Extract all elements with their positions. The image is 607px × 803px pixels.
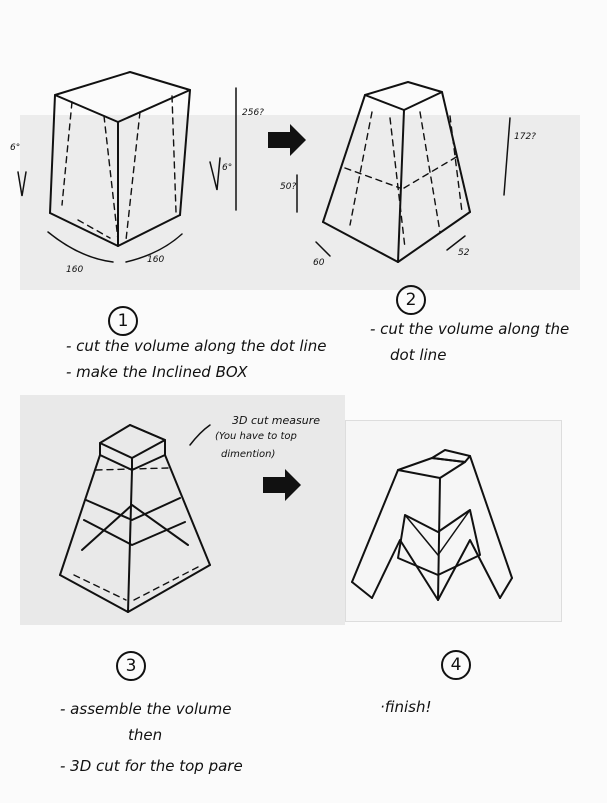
dim-angle-right-1: 6° (222, 163, 233, 173)
right-arrow-icon (268, 124, 306, 156)
step-2-note-2: dot line (390, 346, 447, 364)
dim-width-right-1: 160 (147, 255, 165, 265)
dim-base-right-2: 52 (458, 248, 470, 258)
step-3-note-3: - 3D cut for the top pare (60, 757, 243, 775)
dim-angle-left-1: 6° (10, 143, 21, 153)
step-1-note-1: - cut the volume along the dot line (66, 337, 327, 355)
dim-height-2: 172? (514, 132, 536, 142)
step-number-3: 3 (116, 651, 146, 681)
dim-height-1: 256? (242, 108, 264, 118)
figure-3-assembled-volume (60, 425, 210, 612)
step-3-note-1: - assemble the volume (60, 700, 232, 718)
dim-base-left-2: 60 (313, 258, 325, 268)
step-3-annotation-2: (You have to top (215, 431, 297, 442)
step-3-annotation-3: dimention) (221, 449, 276, 460)
figure-2-tapered-block (297, 82, 510, 262)
dim-middle-2: 50? (280, 182, 297, 192)
step-2-note-1: - cut the volume along the (370, 320, 570, 338)
dim-width-left-1: 160 (66, 265, 84, 275)
right-arrow-icon (263, 469, 301, 501)
figure-1-box (18, 72, 236, 262)
step-number-1: 1 (108, 306, 138, 336)
step-4-note-1: ·finish! (380, 698, 432, 716)
step-3-note-2: then (128, 726, 163, 744)
step-1-note-2: - make the Inclined BOX (66, 363, 248, 381)
step-number-2: 2 (396, 285, 426, 315)
step-3-annotation-1: 3D cut measure (232, 414, 321, 427)
figure-4-finished-form (352, 450, 512, 600)
step-number-4: 4 (441, 650, 471, 680)
